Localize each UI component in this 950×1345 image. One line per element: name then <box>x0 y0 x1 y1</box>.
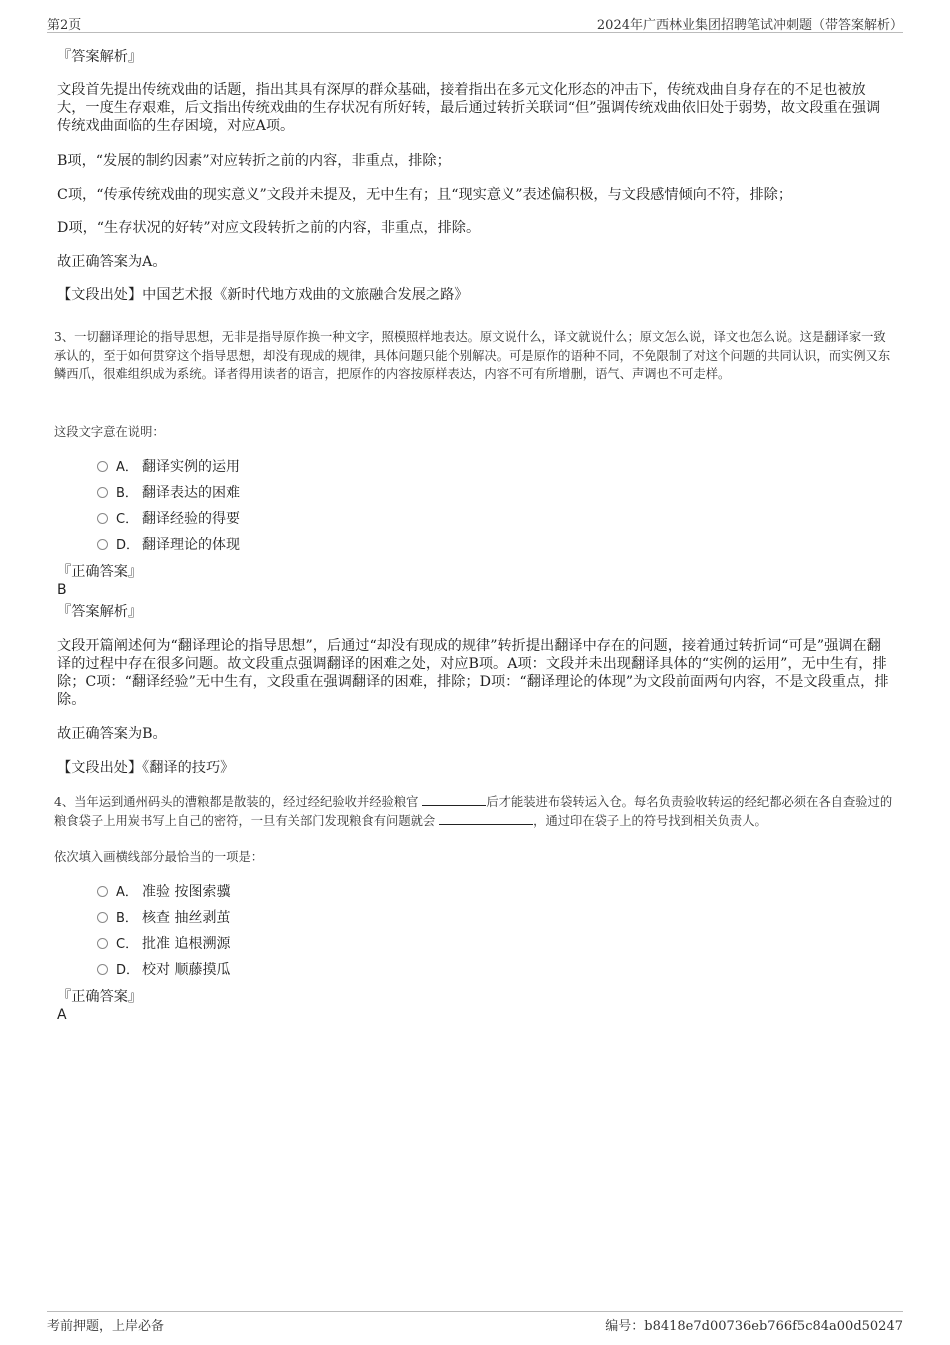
answer-heading: 『正确答案』 <box>57 989 143 1005</box>
radio-icon[interactable] <box>97 964 108 975</box>
document-title: 2024年广西林业集团招聘笔试冲刺题（带答案解析） <box>596 18 903 33</box>
question-prompt: 这段文字意在说明： <box>54 425 165 439</box>
option-a[interactable]: A． 准验 按图索骥 <box>97 883 230 902</box>
radio-icon[interactable] <box>97 513 108 524</box>
radio-icon[interactable] <box>97 487 108 498</box>
radio-icon[interactable] <box>97 938 108 949</box>
option-c[interactable]: C． 翻译经验的得要 <box>97 510 240 529</box>
question-stem: 3、一切翻译理论的指导思想，无非是指导原作换一种文字，照模照样地表达。原文说什么，译文就说什么；原文怎么说，译文也怎么说。这是翻译家一致承认的，至于如何贯穿这个指导思想，却没有现成的规律，具体问题只能个别解决。可是原作的语种不同，不免限制了对这个问题的共同认识，而实例又东鳞西爪，很难组织成为系统。译者得用读者的语言，把原作的内容按原样表达，内容不可有所增删，语气、声调也不可走样。 <box>54 330 891 381</box>
radio-icon[interactable] <box>97 461 108 472</box>
document-id: 编号：b8418e7d00736eb766f5c84a00d50247 <box>605 1319 903 1334</box>
option-d[interactable]: D． 校对 顺藤摸瓜 <box>97 961 230 980</box>
analysis-heading: 『答案解析』 <box>57 604 143 620</box>
analysis-text: 文段首先提出传统戏曲的话题，指出其具有深厚的群众基础，接着指出在多元文化形态的冲击下，传统戏曲自身存在的不足也被放大，一度生存艰难，后文指出传统戏曲的生存状况有所好转，最后通过转折关联词“但”强调传统戏曲依旧处于弱势，故文段重在强调传统戏曲面临的生存困境，对应A项。 <box>57 82 881 134</box>
question-stem: 4、当年运到通州码头的漕粮都是散装的，经过经纪验收并经验粮官 后才能装进布袋转运入仓。每名负责验收转运的经纪都必须在各自查验过的粮食袋子上用炭书写上自己的密符，一旦有关部门发现粮食有问题就会 ，通过印在袋子上的符号找到相关负责人。 <box>54 795 893 828</box>
question-prompt: 依次填入画横线部分最恰当的一项是： <box>54 850 264 864</box>
analysis-option-b: B项，“发展的制约因素”对应转折之前的内容，非重点，排除； <box>57 153 451 169</box>
answer-heading: 『正确答案』 <box>57 564 143 580</box>
fill-blank-1 <box>422 793 486 806</box>
option-d[interactable]: D． 翻译理论的体现 <box>97 536 240 555</box>
page-footer <box>47 1311 903 1335</box>
radio-icon[interactable] <box>97 886 108 897</box>
analysis-text: 文段开篇阐述何为“翻译理论的指导思想”，后通过“却没有现成的规律”转折提出翻译中存在的问题，接着通过转折词“可是”强调在翻译的过程中存在很多问题。故文段重点强调翻译的困难之处，对应B项。A项：文段并未出现翻译具体的“实例的运用”，无中生有，排除；C项：“翻译经验”无中生有，文段重在强调翻译的困难，排除；D项：“翻译理论的体现”为文段前面两句内容，不是文段重点，排除。 <box>57 638 889 708</box>
answer-conclusion: 故正确答案为B。 <box>57 726 167 742</box>
text-source: 【文段出处】中国艺术报《新时代地方戏曲的文旅融合发展之路》 <box>57 287 469 303</box>
analysis-heading: 『答案解析』 <box>57 49 143 65</box>
text-source: 【文段出处】《翻译的技巧》 <box>57 760 235 776</box>
option-a[interactable]: A． 翻译实例的运用 <box>97 458 240 477</box>
radio-icon[interactable] <box>97 912 108 923</box>
page-header <box>47 14 903 33</box>
correct-answer: B <box>57 582 67 598</box>
option-b[interactable]: B． 翻译表达的困难 <box>97 484 240 503</box>
correct-answer: A <box>57 1007 67 1023</box>
analysis-option-d: D项，“生存状况的好转”对应文段转折之前的内容，非重点，排除。 <box>57 220 481 236</box>
option-b[interactable]: B． 核查 抽丝剥茧 <box>97 909 230 928</box>
footer-slogan: 考前押题，上岸必备 <box>47 1319 165 1334</box>
answer-conclusion: 故正确答案为A。 <box>57 254 167 270</box>
option-c[interactable]: C． 批准 追根溯源 <box>97 935 230 954</box>
analysis-option-c: C项，“传承传统戏曲的现实意义”文段并未提及，无中生有；且“现实意义”表述偏积极，与文段感情倾向不符，排除； <box>57 187 793 203</box>
radio-icon[interactable] <box>97 539 108 550</box>
page-number: 第2页 <box>47 18 82 33</box>
fill-blank-2 <box>439 812 533 825</box>
